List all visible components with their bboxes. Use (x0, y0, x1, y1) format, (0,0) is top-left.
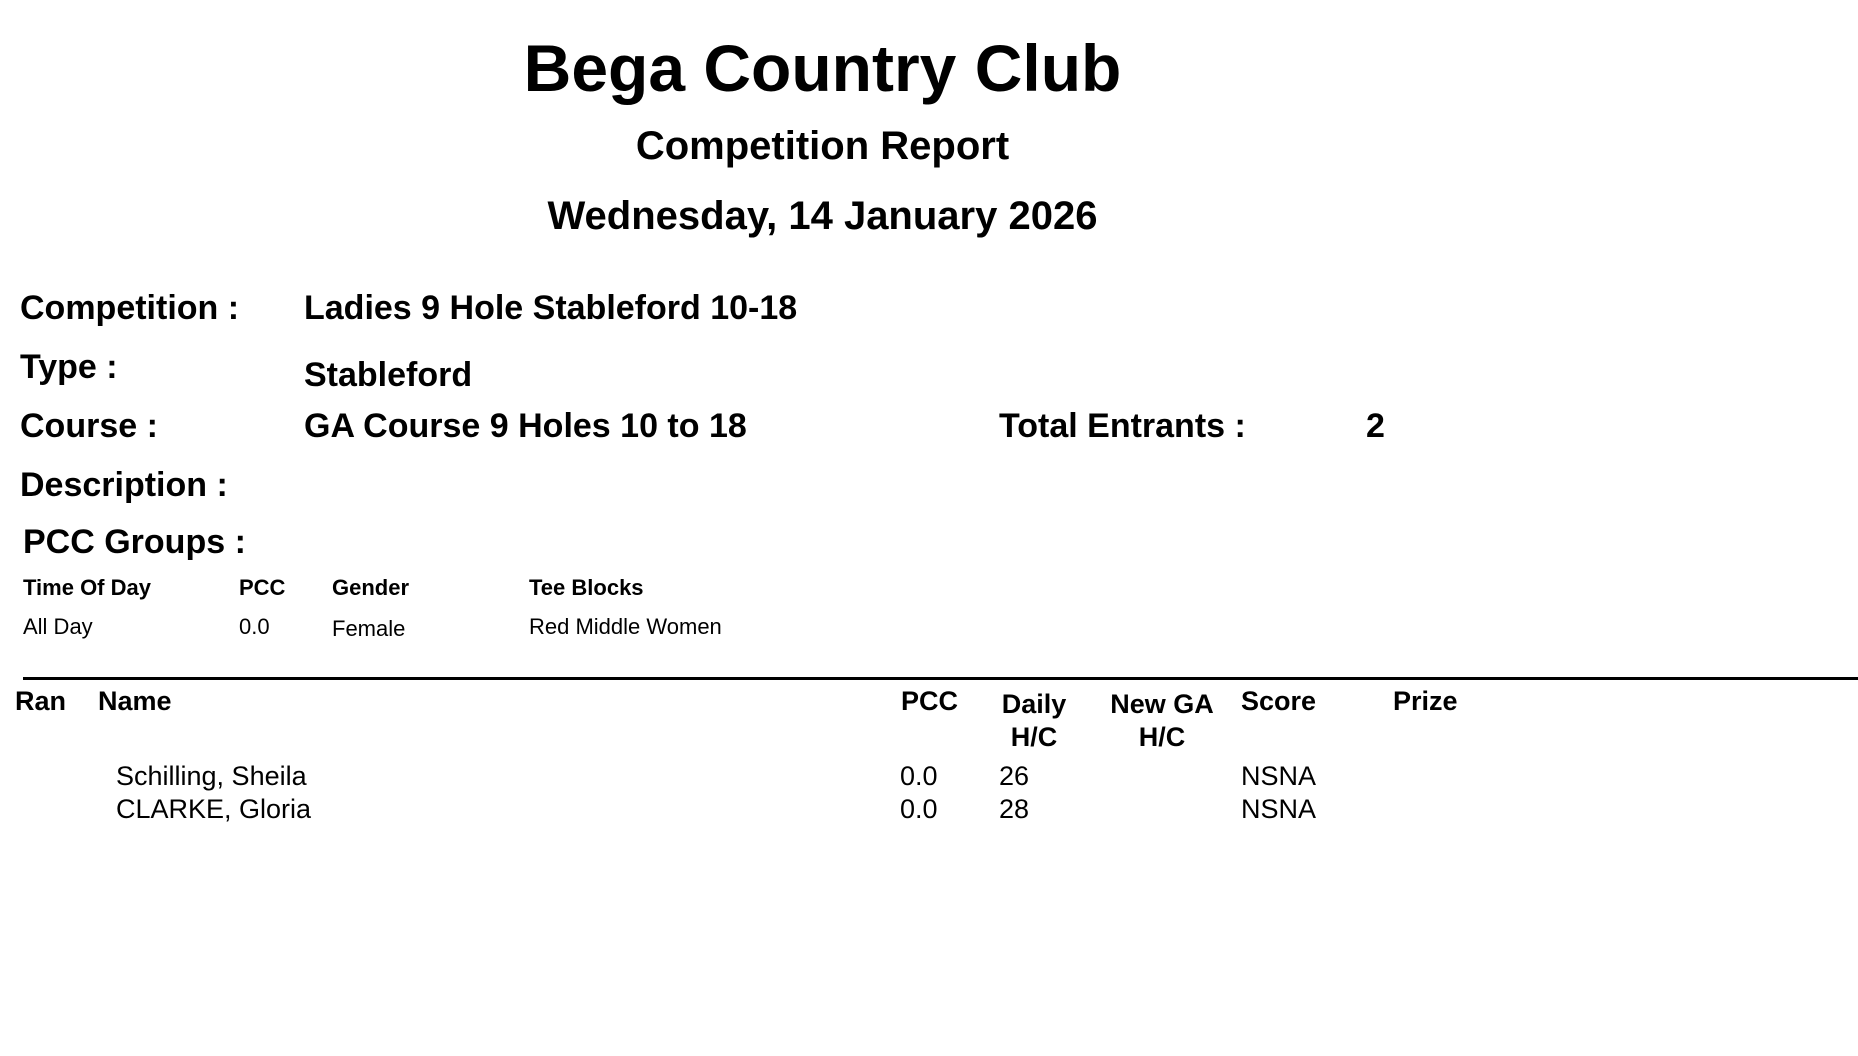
type-label: Type : (20, 348, 118, 386)
competition-value: Ladies 9 Hole Stableford 10-18 (304, 289, 798, 327)
pcc-tee-blocks: Red Middle Women (529, 614, 722, 639)
result-name: Schilling, Sheila (116, 761, 307, 791)
result-daily-hc: 28 (999, 794, 1030, 824)
results-col-prize: Prize (1393, 686, 1458, 716)
pcc-col-gender: Gender (332, 575, 410, 600)
pcc-col-time-of-day: Time Of Day (23, 575, 151, 600)
results-col-daily-hc: Daily H/C (1001, 689, 1067, 752)
results-col-pcc: PCC (901, 686, 959, 716)
total-entrants-value: 2 (1366, 407, 1385, 445)
result-score: NSNA (1241, 761, 1317, 791)
type-value: Stableford (304, 356, 473, 394)
report-title: Competition Report (635, 124, 1010, 168)
club-name: Bega Country Club (523, 31, 1122, 105)
report-date: Wednesday, 14 January 2026 (547, 194, 1098, 238)
results-col-score: Score (1241, 686, 1317, 716)
course-value: GA Course 9 Holes 10 to 18 (304, 407, 747, 445)
result-daily-hc: 26 (999, 761, 1030, 791)
course-label: Course : (20, 407, 158, 445)
results-col-name: Name (98, 686, 172, 716)
result-name: CLARKE, Gloria (116, 794, 312, 824)
pcc-groups-heading: PCC Groups : (23, 523, 246, 561)
pcc-col-pcc: PCC (239, 575, 286, 600)
result-pcc: 0.0 (900, 761, 938, 791)
results-col-new-ga-hc: New GA H/C (1110, 689, 1214, 752)
result-score: NSNA (1241, 794, 1317, 824)
result-pcc: 0.0 (900, 794, 938, 824)
competition-label: Competition : (20, 289, 240, 327)
results-col-rank: Ran (15, 686, 67, 716)
pcc-time-of-day: All Day (23, 614, 93, 639)
pcc-col-tee-blocks: Tee Blocks (529, 575, 644, 600)
pcc-value: 0.0 (239, 614, 270, 639)
section-divider (23, 677, 1858, 680)
total-entrants-label: Total Entrants : (999, 407, 1246, 445)
pcc-gender: Female (332, 616, 406, 641)
description-label: Description : (20, 466, 228, 504)
